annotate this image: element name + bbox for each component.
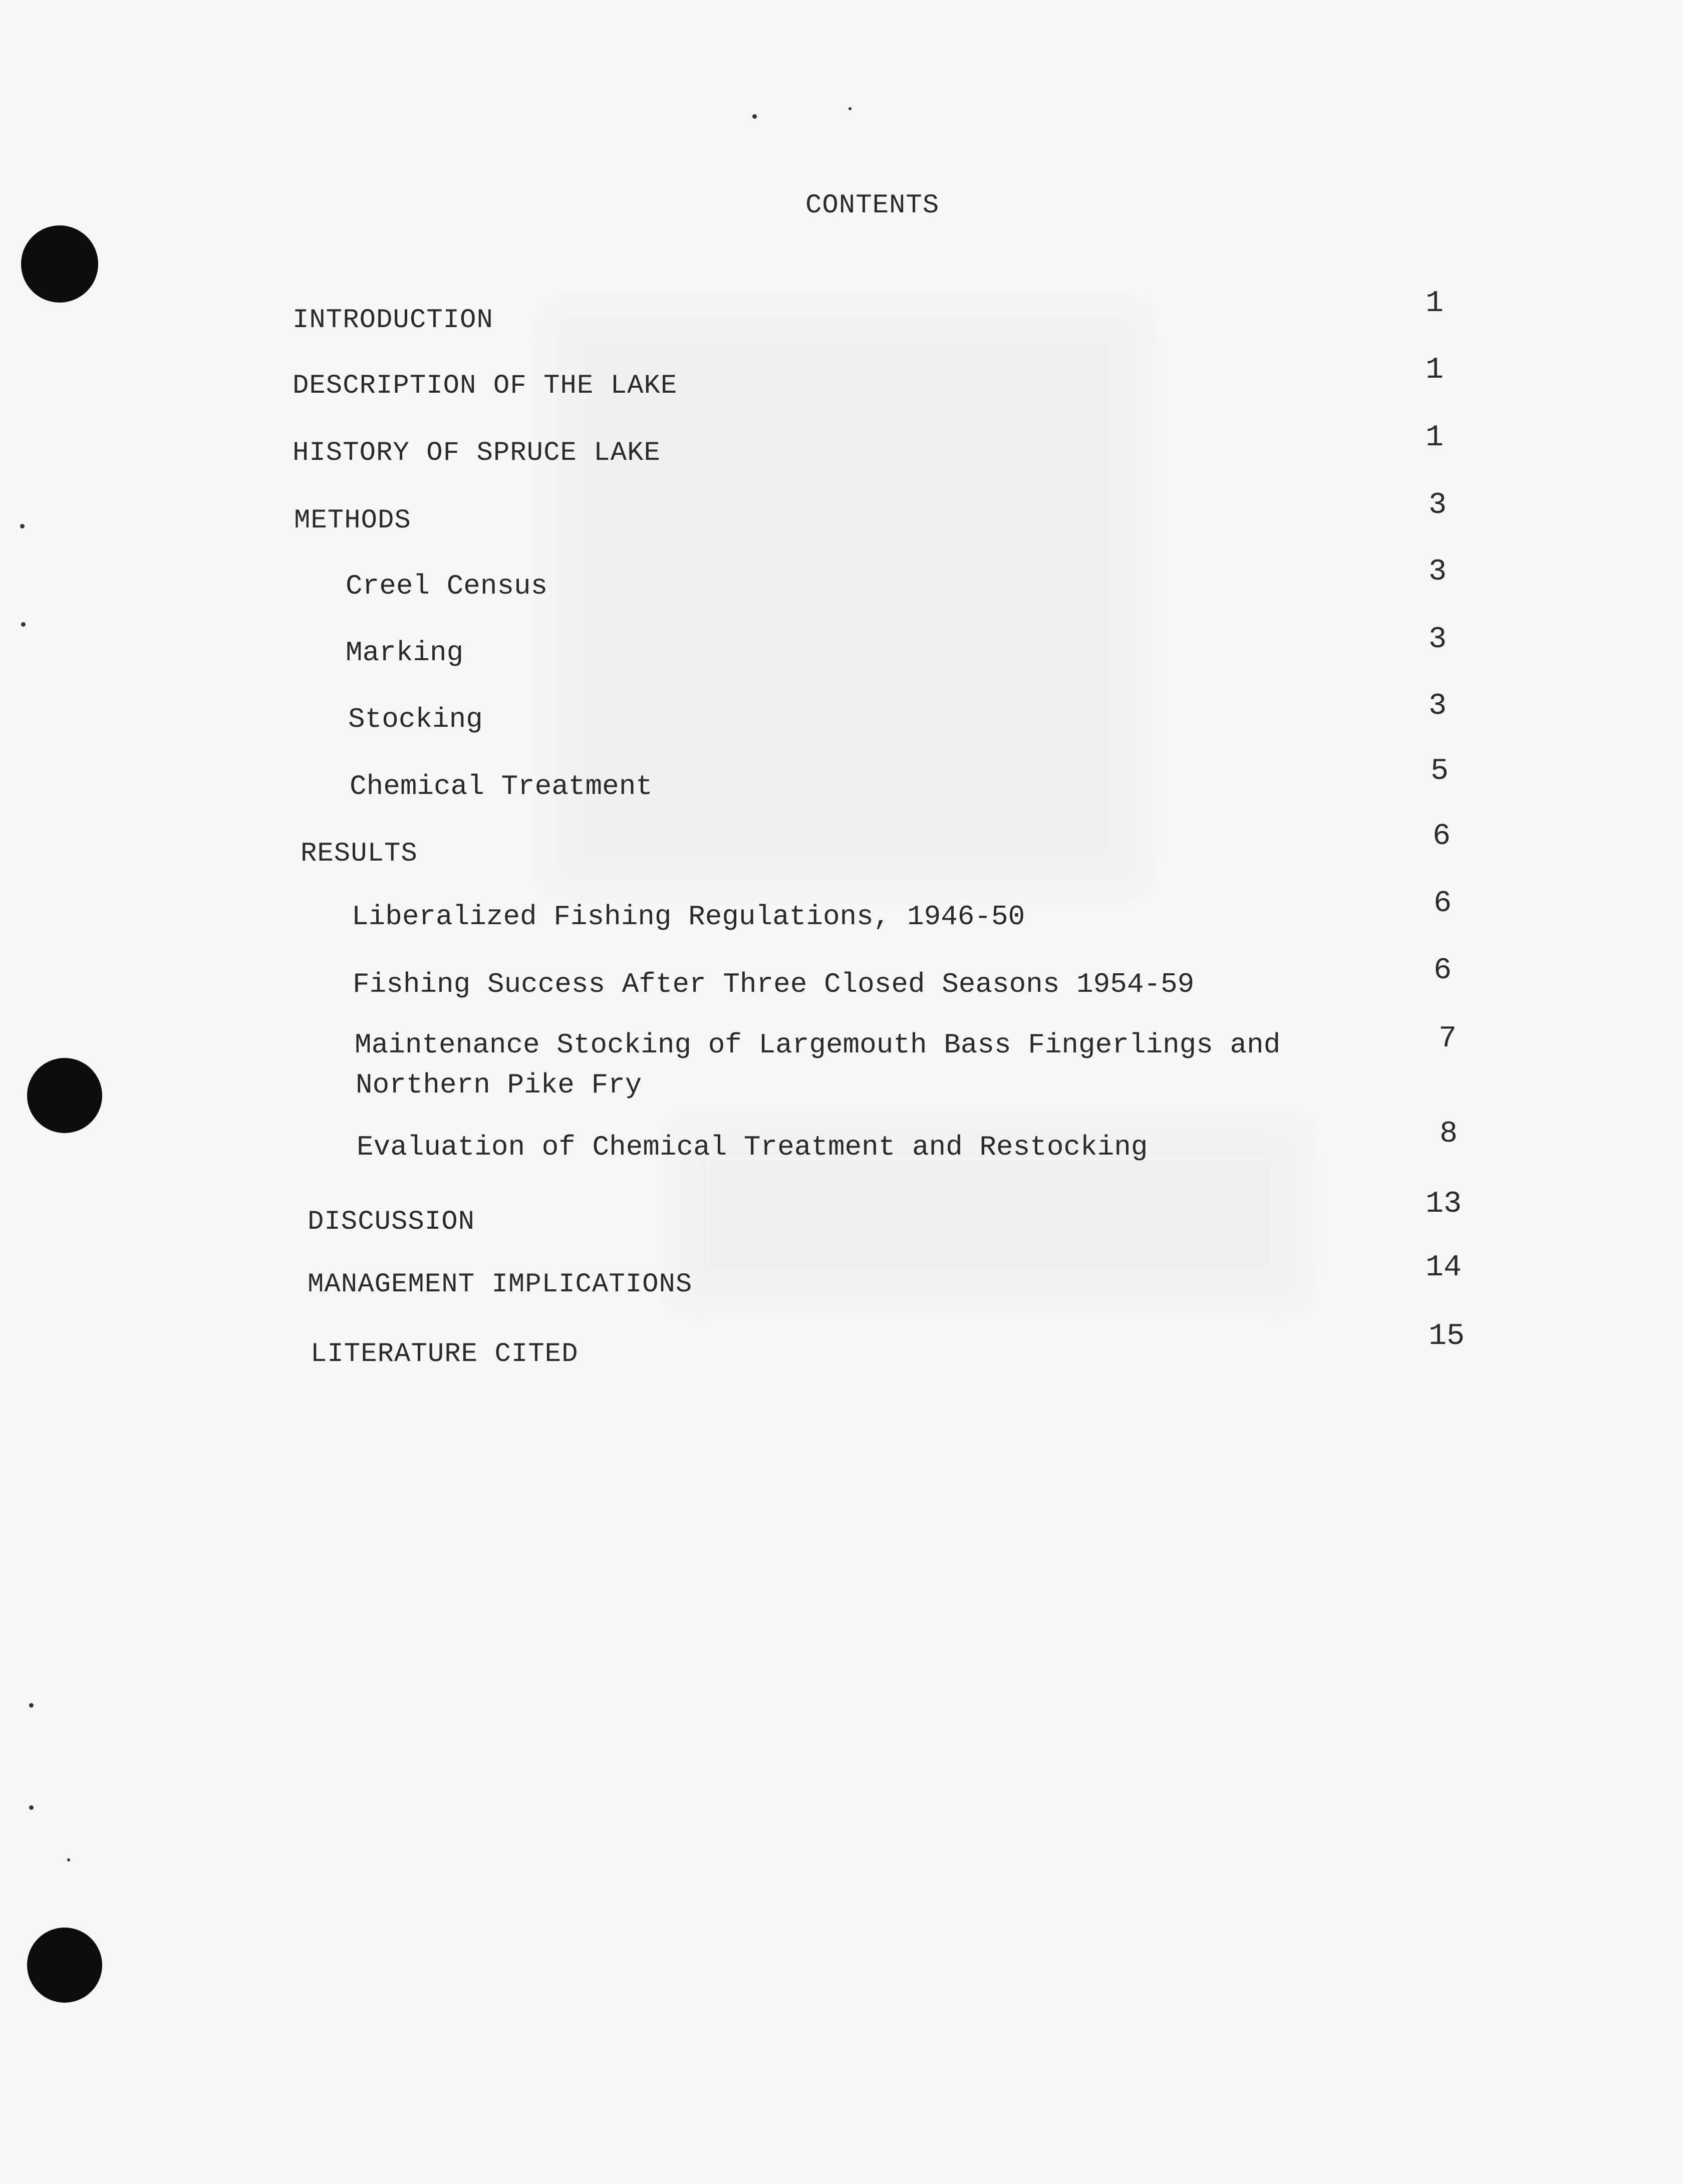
toc-page-number: 13	[1426, 1187, 1462, 1221]
toc-page-number: 1	[1426, 353, 1444, 387]
toc-page-number: 14	[1426, 1251, 1462, 1285]
toc-entry-liberalized-fishing: Liberalized Fishing Regulations, 1946-50	[352, 901, 1025, 933]
binder-hole-top	[21, 225, 98, 303]
toc-page-number: 3	[1429, 555, 1447, 589]
toc-entry-chemical-treatment: Chemical Treatment	[350, 770, 653, 802]
toc-page-number: 3	[1429, 488, 1447, 522]
toc-page-number: 1	[1426, 421, 1444, 455]
toc-page-number: 5	[1431, 754, 1449, 788]
toc-entry-maintenance-stocking: Maintenance Stocking of Largemouth Bass Fingerlings and	[355, 1029, 1281, 1061]
binder-hole-middle	[27, 1058, 102, 1133]
toc-page-number: 3	[1429, 623, 1447, 657]
toc-entry-maintenance-stocking-line2: Northern Pike Fry	[356, 1069, 642, 1101]
toc-entry-stocking: Stocking	[348, 703, 483, 735]
toc-entry-history: HISTORY OF SPRUCE LAKE	[293, 438, 661, 468]
toc-entry-evaluation: Evaluation of Chemical Treatment and Restocking	[357, 1131, 1148, 1163]
toc-entry-description: DESCRIPTION OF THE LAKE	[293, 371, 678, 401]
toc-entry-results: RESULTS	[301, 839, 418, 869]
toc-entry-methods: METHODS	[294, 505, 411, 536]
toc-entry-fishing-success: Fishing Success After Three Closed Seasons 1954-59	[353, 968, 1195, 1000]
toc-entry-introduction: INTRODUCTION	[293, 305, 493, 336]
toc-page-number: 6	[1434, 954, 1452, 988]
paper-speck	[20, 524, 25, 528]
toc-page-number: 6	[1434, 887, 1452, 921]
toc-entry-literature-cited: LITERATURE CITED	[311, 1339, 579, 1370]
paper-speck	[29, 1703, 34, 1708]
toc-page-number: 15	[1429, 1319, 1465, 1353]
toc-page-number: 8	[1440, 1117, 1458, 1151]
paper-speck	[849, 107, 852, 110]
toc-entry-marking: Marking	[346, 637, 464, 669]
toc-page-number: 7	[1439, 1022, 1457, 1056]
binder-hole-bottom	[27, 1928, 102, 2003]
toc-entry-creel-census: Creel Census	[346, 570, 548, 602]
paper-speck	[29, 1805, 34, 1810]
page-title: CONTENTS	[805, 190, 940, 221]
toc-page-number: 1	[1426, 287, 1444, 321]
paper-speck	[752, 114, 757, 119]
toc-page-number: 6	[1433, 820, 1451, 854]
toc-entry-management-implications: MANAGEMENT IMPLICATIONS	[308, 1269, 693, 1300]
toc-entry-discussion: DISCUSSION	[308, 1207, 475, 1237]
paper-speck	[67, 1858, 70, 1861]
paper-speck	[21, 622, 26, 627]
toc-page-number: 3	[1429, 689, 1447, 723]
